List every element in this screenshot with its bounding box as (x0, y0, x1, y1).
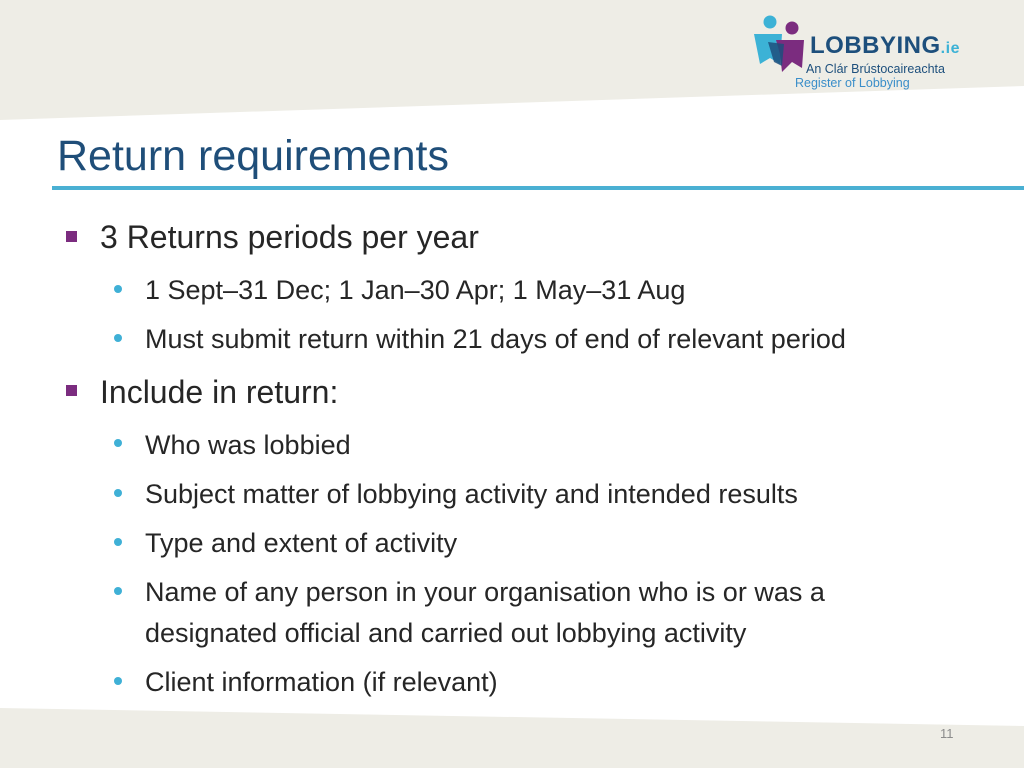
list-item: Client information (if relevant) (145, 667, 498, 697)
list-item: Name of any person in your organisation who is or was a (145, 577, 825, 607)
logo-english-name: Register of Lobbying (795, 76, 910, 90)
square-bullet-icon (66, 231, 77, 242)
round-bullet-icon (114, 439, 122, 447)
round-bullet-icon (114, 677, 122, 685)
title-underline (52, 186, 1024, 190)
round-bullet-icon (114, 587, 122, 595)
list-item-continuation: designated official and carried out lobbying activity (145, 618, 747, 648)
people-logo-icon (752, 14, 806, 76)
logo-tld: .ie (940, 40, 960, 57)
lobbying-logo (752, 12, 982, 92)
list-item: Type and extent of activity (145, 528, 458, 558)
section-heading-include-in-return: Include in return: (100, 374, 339, 410)
logo-wordmark: LOBBYING.ie (810, 32, 960, 59)
list-item: 1 Sept–31 Dec; 1 Jan–30 Apr; 1 May–31 Aug (145, 275, 686, 305)
round-bullet-icon (114, 285, 122, 293)
footer-band (0, 700, 1024, 768)
round-bullet-icon (114, 538, 122, 546)
round-bullet-icon (114, 334, 122, 342)
list-item: Must submit return within 21 days of end of relevant period (145, 324, 846, 354)
list-item: Subject matter of lobbying activity and intended results (145, 479, 798, 509)
list-item: Who was lobbied (145, 430, 351, 460)
section-heading-returns-periods: 3 Returns periods per year (100, 219, 479, 255)
round-bullet-icon (114, 489, 122, 497)
logo-irish-name: An Clár Brústocaireachta (806, 62, 945, 76)
slide-title: Return requirements (57, 132, 449, 180)
square-bullet-icon (66, 385, 77, 396)
page-number: 11 (940, 726, 954, 741)
